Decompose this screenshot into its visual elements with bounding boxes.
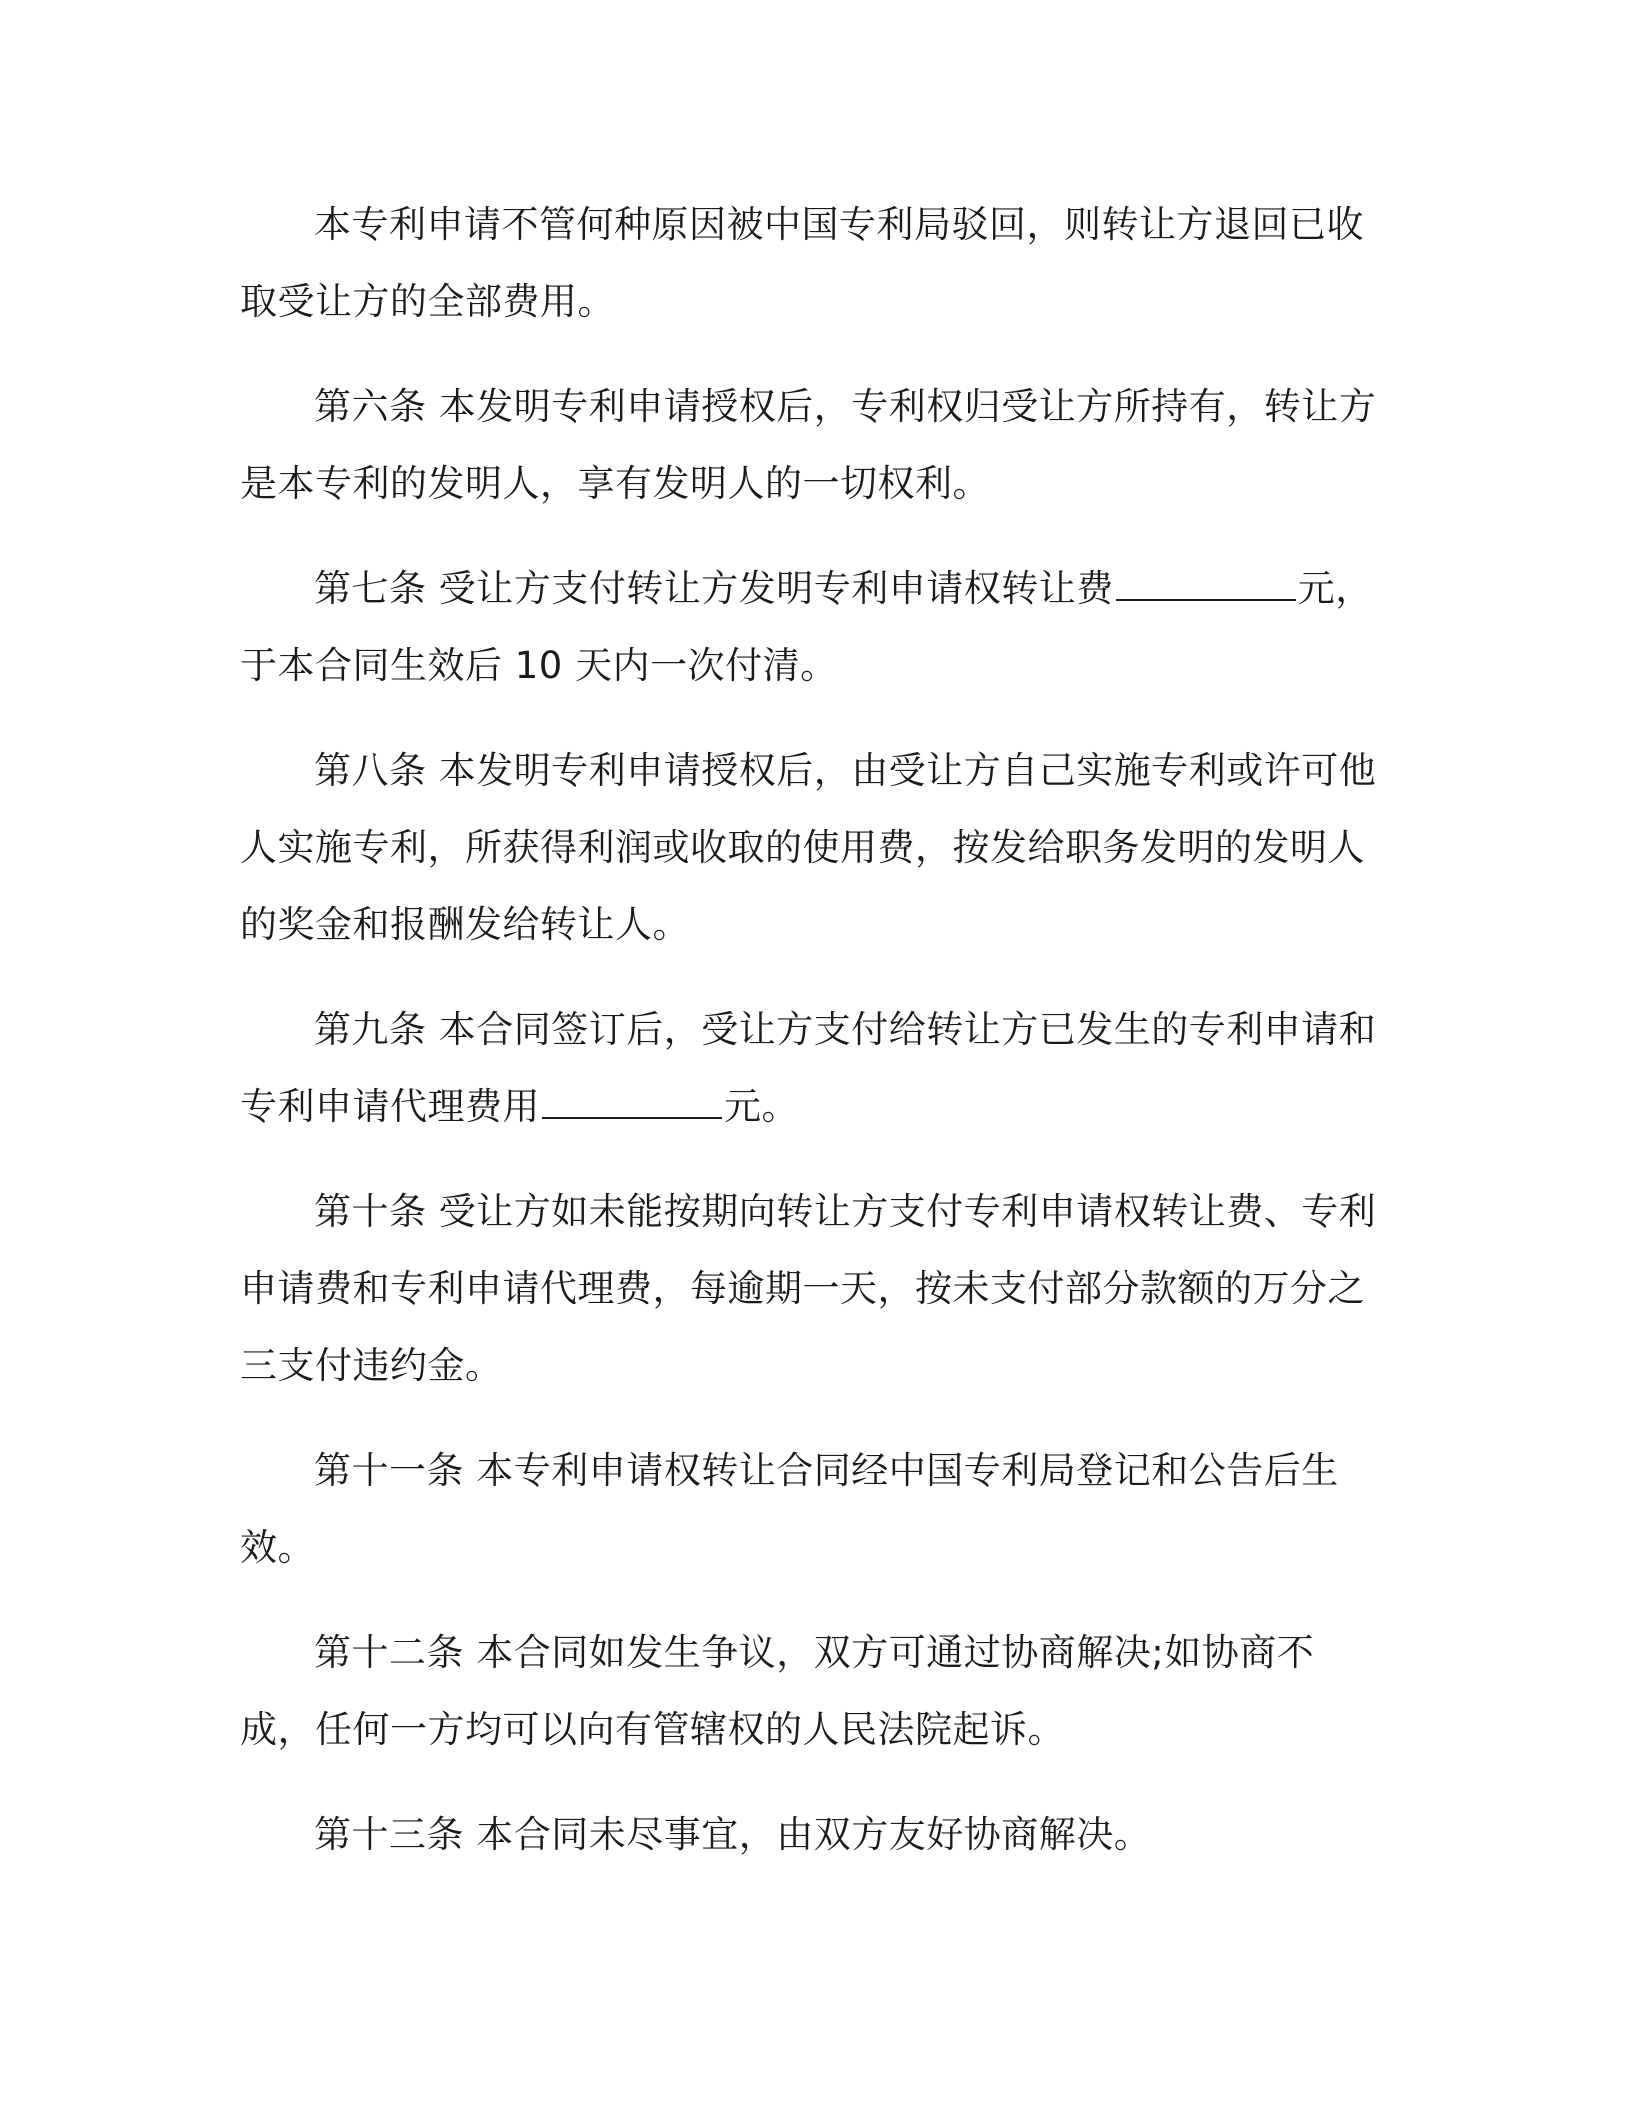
- article-7-text-after: 元，于本合同生效后 10 天内一次付清。: [240, 567, 1373, 687]
- paragraph-article-6: 第六条 本发明专利申请授权后，专利权归受让方所持有，转让方是本专利的发明人，享有发明人的一切权利。: [240, 385, 1377, 505]
- article-7-text-before: 第七条 受让方支付转让方发明专利申请权转让费: [314, 567, 1114, 610]
- paragraph-article-7: [240, 550, 1380, 704]
- paragraph-article-9: [240, 991, 1380, 1145]
- paragraph-article-12: 第十二条 本合同如发生争议，双方可通过协商解决;如协商不成，任何一方均可以向有管辖权的人民法院起诉。: [240, 1631, 1315, 1751]
- agency-fee-blank: [542, 1087, 722, 1119]
- paragraph-article-13: 第十三条 本合同未尽事宜，由双方友好协商解决。: [314, 1813, 1152, 1856]
- article-9-text-before: 第九条 本合同签订后，受让方支付给转让方已发生的专利申请和专利申请代理费用: [240, 1008, 1377, 1128]
- document-body: [240, 186, 1380, 1901]
- paragraph-article-8: 第八条 本发明专利申请授权后，由受让方自己实施专利或许可他人实施专利，所获得利润或收取的使用费，按发给职务发明的发明人的奖金和报酬发给转让人。: [240, 749, 1377, 946]
- transfer-fee-blank: [1116, 569, 1296, 601]
- paragraph-article-10: 第十条 受让方如未能按期向转让方支付专利申请权转让费、专利申请费和专利申请代理费，每逾期一天，按未支付部分款额的万分之三支付违约金。: [240, 1190, 1377, 1387]
- paragraph-article-11: 第十一条 本专利申请权转让合同经中国专利局登记和公告后生效。: [240, 1449, 1339, 1569]
- article-9-text-after: 元。: [724, 1085, 799, 1128]
- paragraph-refund-clause: 本专利申请不管何种原因被中国专利局驳回，则转让方退回已收取受让方的全部费用。: [240, 203, 1364, 323]
